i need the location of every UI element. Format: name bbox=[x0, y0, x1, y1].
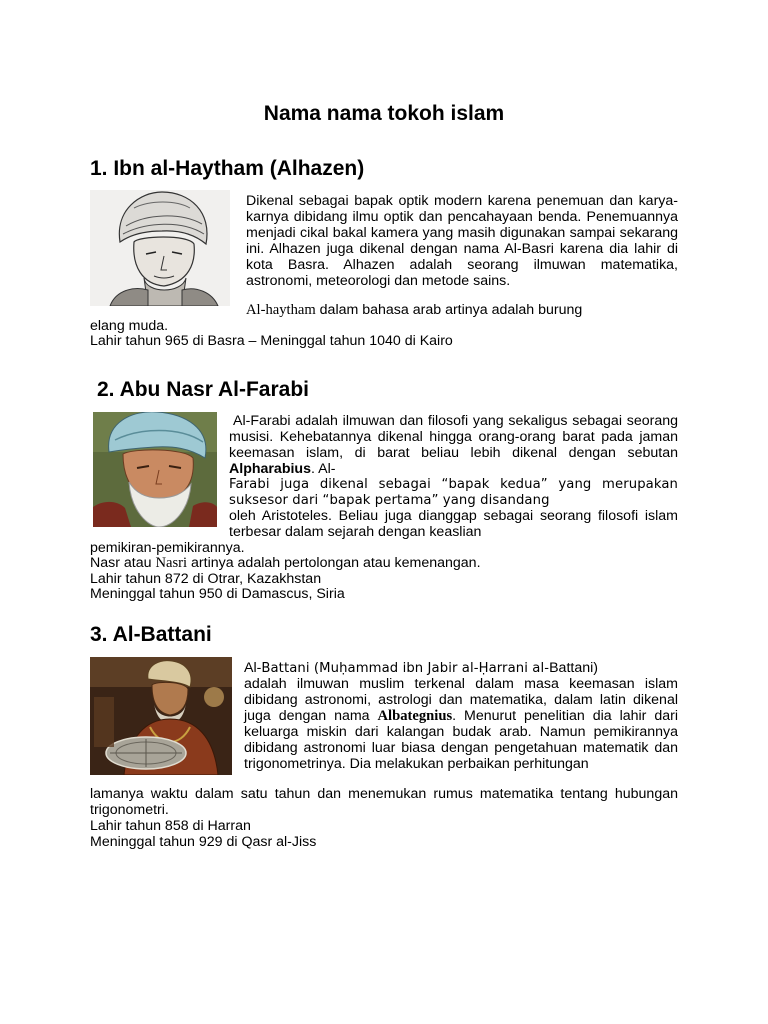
battani-text-main: adalah ilmuwan muslim terkenal dalam masa keemasan islam dibidang astronomi, astrologi dan matematika, dalam latin dikenal juga dengan nama bbox=[244, 676, 678, 724]
farabi-nasr-meaning bbox=[90, 555, 481, 571]
nasr-serif: Nasri bbox=[155, 555, 188, 571]
battani-paren-close: ) bbox=[593, 660, 598, 676]
haytham-name-note bbox=[246, 302, 582, 318]
portrait-al-farabi-image bbox=[93, 412, 217, 527]
heading-al-farabi: 2. Abu Nasr Al-Farabi bbox=[97, 378, 309, 401]
nasr-prefix: Nasr atau bbox=[90, 555, 156, 571]
haytham-life-dates: Lahir tahun 965 di Basra – Meninggal tahun 1040 di Kairo bbox=[90, 333, 453, 349]
battani-full-name: Battani (Muḥammad ibn Jabir al-Ḥarrani al- bbox=[261, 661, 550, 676]
heading-ibn-al-haytham: 1. Ibn al-Haytham (Alhazen) bbox=[90, 157, 365, 180]
haytham-description: Dikenal sebagai bapak optik modern karena penemuan dan karya-karnya dibidang ilmu optik dan pencahayaan benda. Penemuannya menjadi cikal bakal kamera yang masih digunakan sampai sekarang ini. Alhazen juga dikenal dengan nama Al-Basri karena dia lahir di kota Basra. Alhazen adalah seorang ilmuwan matematika, astronomi, meteorologi dan metode sains. bbox=[246, 193, 678, 289]
battani-died: Meninggal tahun 929 di Qasr al-Jiss bbox=[90, 834, 317, 850]
farabi-description-part3: oleh Aristoteles. Beliau juga dianggap sebagai seorang filosofi islam terbesar dalam sejarah dengan keaslian bbox=[229, 508, 678, 540]
farabi-description-part2: Farabi juga dikenal sebagai “bapak kedua” yang merupakan suksesor dari “bapak pertama” yang disandang bbox=[229, 477, 678, 508]
nasr-rest: artinya adalah pertolongan atau kemenangan. bbox=[187, 555, 481, 571]
farabi-text-a: Al-Farabi adalah ilmuwan dan filosofi yang sekaligus sebagai seorang musisi. Kehebatannya dikenal hingga orang-orang barat pada jaman keemasan islam, di barat beliau lebih dikenal dengan sebutan bbox=[229, 413, 678, 461]
farabi-latin-name: Alpharabius bbox=[229, 461, 311, 477]
haytham-name-serif: Al-haytham bbox=[246, 302, 316, 318]
farabi-born: Lahir tahun 872 di Otrar, Kazakhstan bbox=[90, 571, 322, 587]
portrait-al-battani-image bbox=[90, 657, 232, 775]
battani-text-tail: . Menurut penelitian dia lahir dari keluarga miskin dari kalangan budak arab. Namun pemikirannya dibidang astronomi luar biasa dengan pengetahuan matematik dan trigonometrinya. Dia melakukan perbaikan perhitungan bbox=[244, 708, 679, 772]
farabi-description-part1 bbox=[229, 413, 678, 477]
farabi-text-b: . Al- bbox=[311, 461, 336, 477]
battani-al-prefix: Al- bbox=[244, 660, 262, 676]
battani-latin-name: Albategnius bbox=[377, 708, 453, 724]
battani-name: Battani bbox=[549, 660, 594, 676]
heading-al-battani: 3. Al-Battani bbox=[90, 623, 212, 646]
farabi-description-cont: pemikiran-pemikirannya. bbox=[90, 540, 245, 556]
battani-description-line1 bbox=[244, 660, 678, 677]
battani-description-main bbox=[244, 676, 678, 772]
battani-born: Lahir tahun 858 di Harran bbox=[90, 818, 251, 834]
haytham-name-meaning: dalam bahasa arab artinya adalah burung bbox=[315, 302, 583, 318]
document-title: Nama nama tokoh islam bbox=[263, 102, 505, 125]
portrait-ibn-al-haytham-image bbox=[90, 190, 230, 306]
farabi-died: Meninggal tahun 950 di Damascus, Siria bbox=[90, 586, 345, 602]
battani-description-cont: lamanya waktu dalam satu tahun dan menemukan rumus matematika tentang hubungan trigonometri. bbox=[90, 786, 678, 818]
haytham-name-note-cont: elang muda. bbox=[90, 318, 169, 334]
